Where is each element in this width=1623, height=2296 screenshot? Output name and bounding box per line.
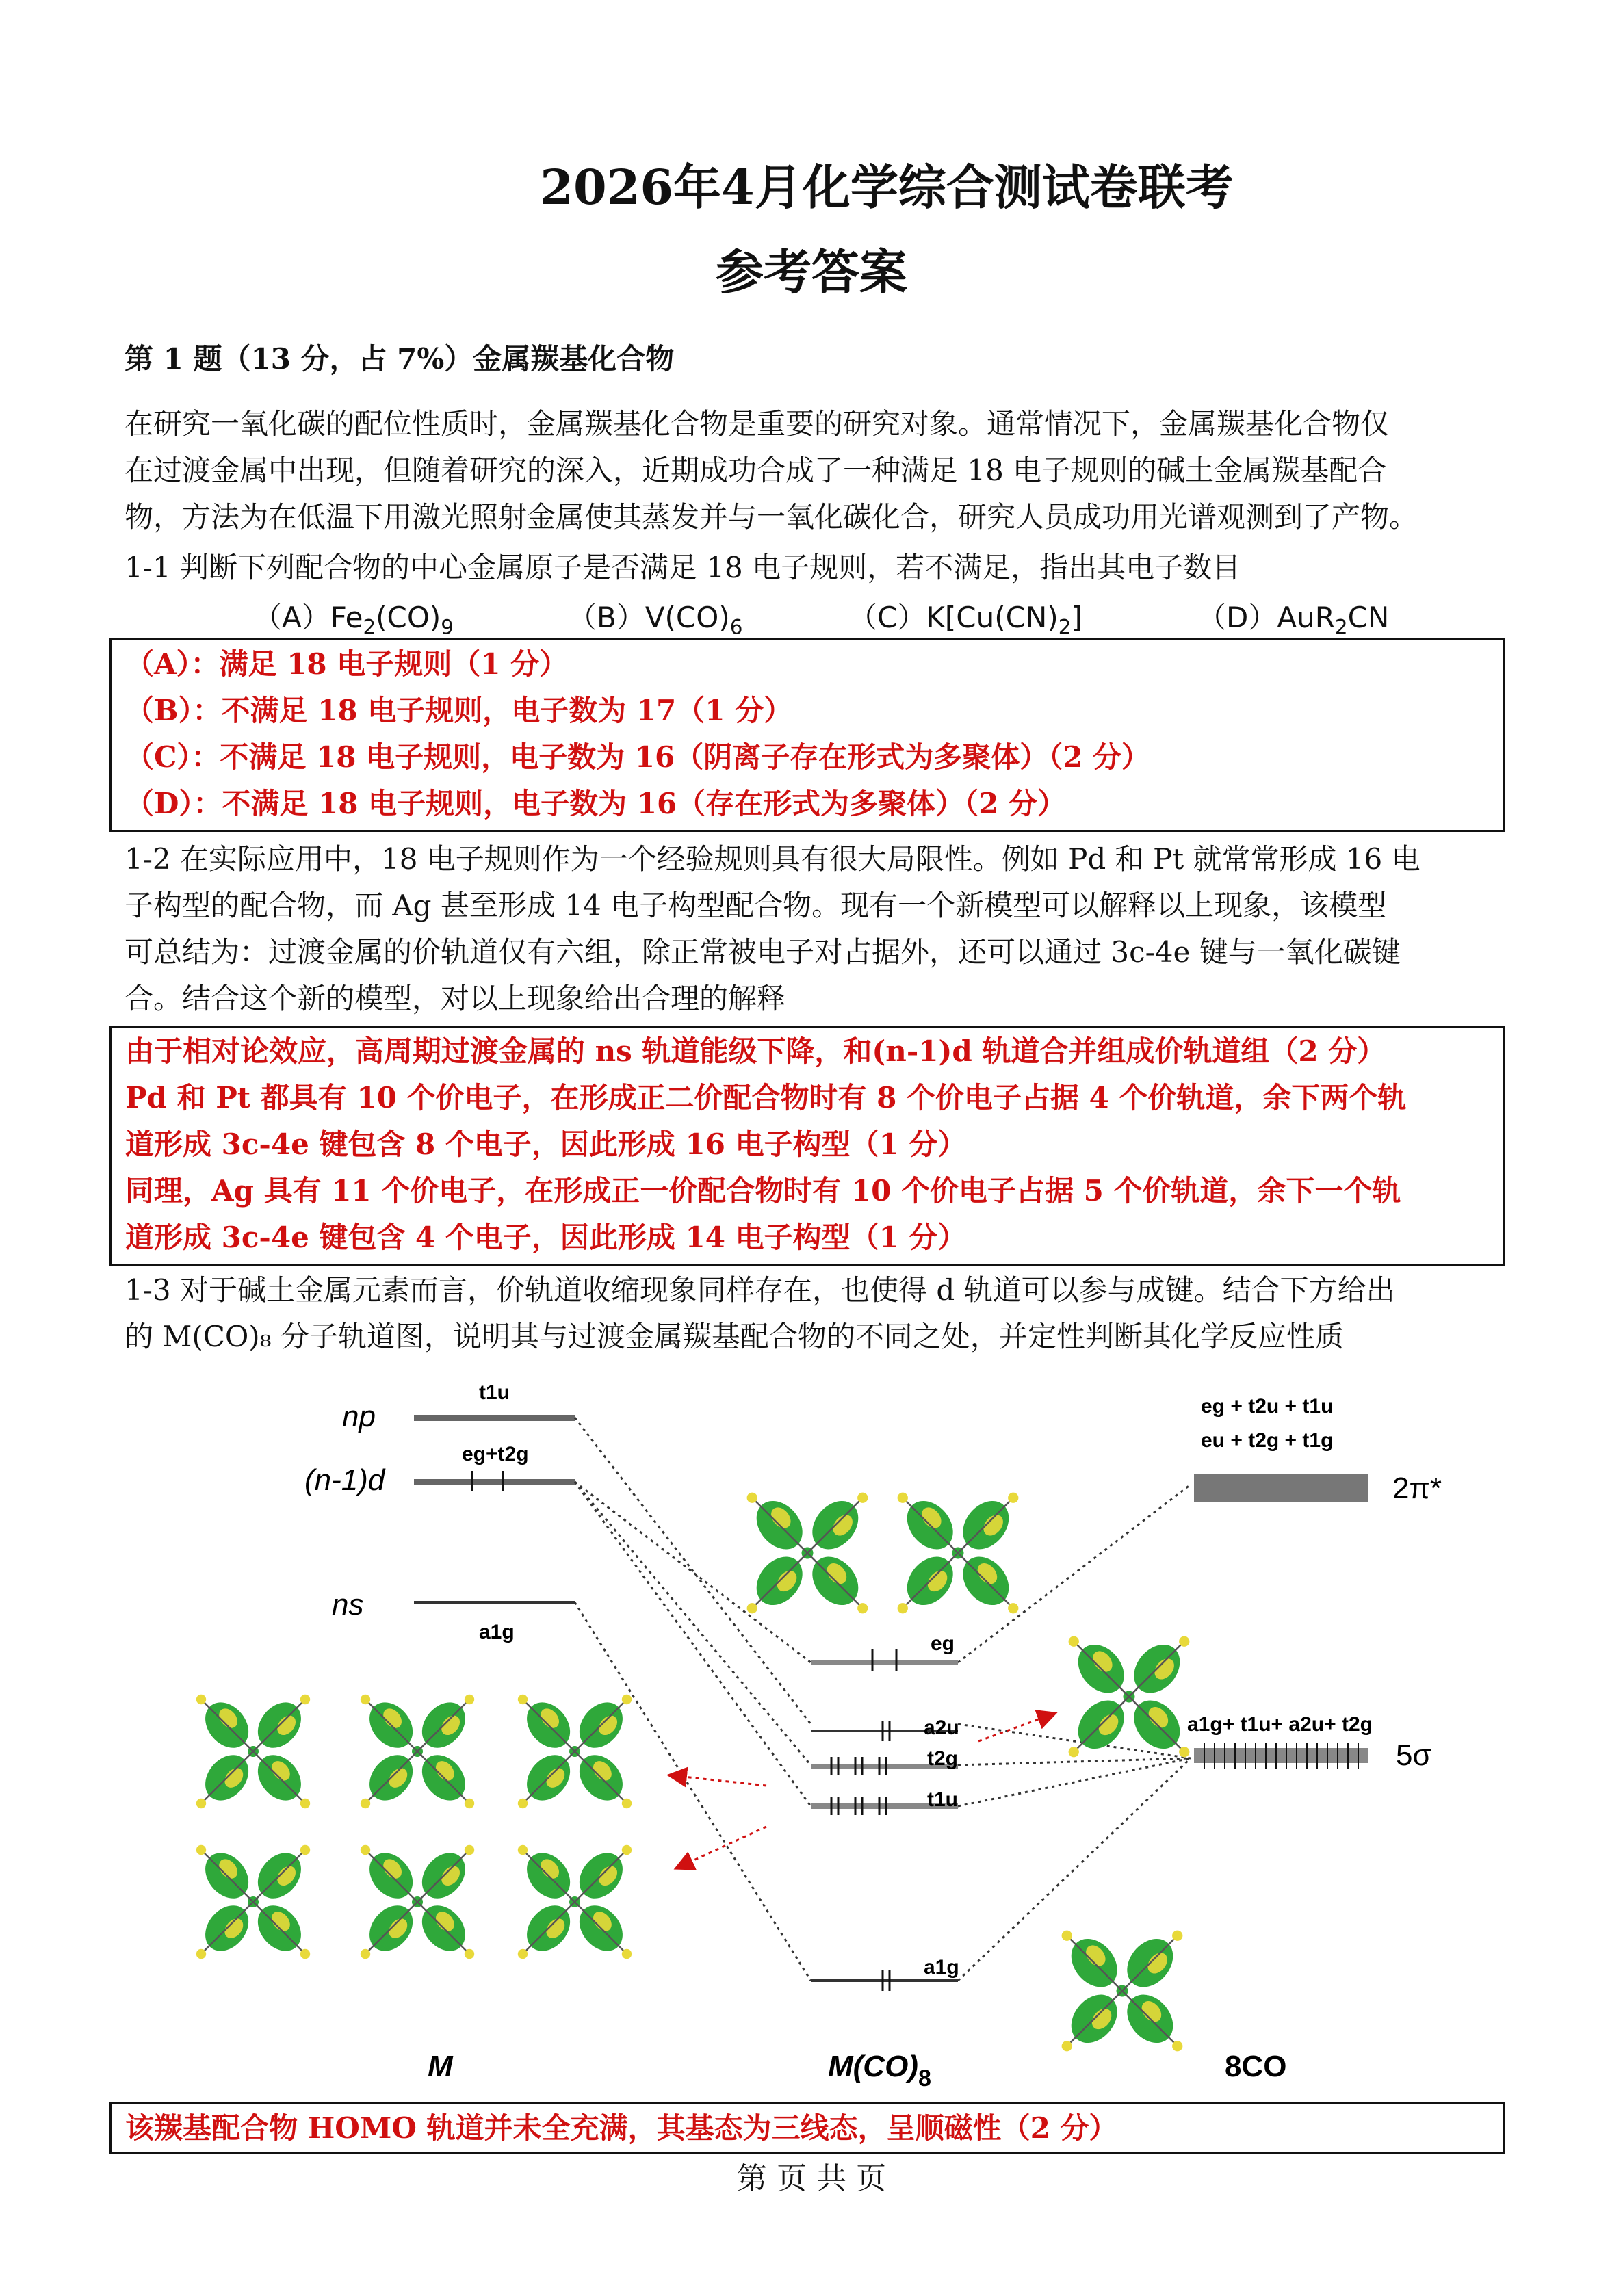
answer-line: 道形成 3c-4e 键包含 4 个电子，因此形成 14 电子构型（1 分） xyxy=(125,1221,967,1254)
answer-line: 同理，Ag 具有 11 个价电子，在形成正一价配合物时有 10 个价电子占据 5 个价轨道，余下一个轨 xyxy=(125,1174,1401,1208)
orbital-m-5 xyxy=(361,1844,474,1959)
answer-line: 道形成 3c-4e 键包含 8 个电子，因此形成 16 电子构型（1 分） xyxy=(125,1127,967,1161)
answer-line: Pd 和 Pt 都具有 10 个价电子，在形成正二价配合物时有 8 个价电子占据 4 个价轨道，余下两个轨 xyxy=(125,1081,1407,1114)
label-M: M xyxy=(428,2050,453,2083)
orbital-m-3 xyxy=(518,1694,632,1809)
question-1-1: 1-1 判断下列配合物的中心金属原子是否满足 18 电子规则，若不满足，指出其电子数目 xyxy=(125,551,1241,584)
label-eg-t2g: eg+t2g xyxy=(462,1443,529,1465)
answer-box-1-2 xyxy=(109,1026,1505,1266)
orbital-m-4 xyxy=(196,1844,310,1959)
label-2pi: 2π* xyxy=(1392,1472,1442,1505)
label-eg-mid: eg xyxy=(931,1632,955,1655)
label-2pi-line2: eu + t2g + t1g xyxy=(1201,1429,1334,1452)
q12-line: 可总结为：过渡金属的价轨道仅有六组，除正常被电子对占据外，还可以通过 3c-4e 键与一氧化碳键 xyxy=(125,935,1401,969)
answer-line: （D）：不满足 18 电子规则，电子数为 16（存在形式为多聚体）（2 分） xyxy=(125,787,1067,820)
orbital-a1g xyxy=(1062,1930,1183,2052)
answer-line: 由于相对论效应，高周期过渡金属的 ns 轨道能级下降，和(n-1)d 轨道合并组成价轨道组（2 分） xyxy=(125,1034,1386,1068)
orbital-a2u xyxy=(1069,1636,1190,1758)
label-8CO: 8CO xyxy=(1225,2050,1287,2083)
answer-line: 该羰基配合物 HOMO 轨道并未全充满，其基态为三线态，呈顺磁性（2 分） xyxy=(125,2111,1118,2145)
label-a1g-left: a1g xyxy=(479,1621,515,1643)
answer-box-1-1 xyxy=(109,638,1505,832)
page-title: 2026年4月化学综合测试卷联考 xyxy=(540,159,1234,216)
label-t1u-top: t1u xyxy=(479,1381,510,1404)
label-MCO8: $M(CO)_8$ xyxy=(828,2050,931,2091)
label-5sigma: 5σ xyxy=(1396,1738,1431,1772)
label-nd: (n-1)d xyxy=(304,1463,385,1497)
level-eg-mid xyxy=(811,1660,958,1665)
orbital-m-1 xyxy=(196,1694,310,1809)
intro-line: 物，方法为在低温下用激光照射金属使其蒸发并与一氧化碳化合，研究人员成功用光谱观测到了产物。 xyxy=(125,500,1418,534)
intro-line: 在过渡金属中出现，但随着研究的深入，近期成功合成了一种满足 18 电子规则的碱土金属羰基配合 xyxy=(125,454,1387,487)
level-nd xyxy=(414,1479,575,1485)
answer-line: （A）：满足 18 电子规则（1 分） xyxy=(125,647,569,681)
page-footer: 第 页 共 页 xyxy=(737,2161,886,2196)
question-1-2 xyxy=(125,836,1514,1022)
answer-line: （B）：不满足 18 电子规则，电子数为 17（1 分） xyxy=(125,694,793,727)
answer-line: （C）：不满足 18 电子规则，电子数为 16（阴离子存在形式为多聚体）（2 分） xyxy=(125,740,1151,774)
label-np: np xyxy=(342,1400,376,1433)
orbital-eg-1 xyxy=(747,1492,868,1615)
intro-paragraph xyxy=(125,401,1514,540)
q13-line: 的 M(CO)₈ 分子轨道图，说明其与过渡金属羰基配合物的不同之处，并定性判断其化学反应性质 xyxy=(125,1320,1344,1353)
level-np xyxy=(414,1415,575,1421)
label-t1u: t1u xyxy=(927,1788,958,1811)
q12-line: 合。结合这个新的模型，对以上现象给出合理的解释 xyxy=(125,982,786,1015)
option-c: $(C)K[Cu(CN)_2]$ xyxy=(848,601,1082,639)
question-heading: 第 1 题（13 分，占 7%）金属羰基化合物 xyxy=(125,342,675,376)
intro-line: 在研究一氧化碳的配位性质时，金属羰基化合物是重要的研究对象。通常情况下，金属羰基化合物仅 xyxy=(125,407,1390,441)
orbital-m-2 xyxy=(361,1694,474,1809)
level-5sigma xyxy=(1194,1748,1368,1763)
option-a: $(A)Fe_2(CO)_9$ xyxy=(253,601,454,639)
q12-line: 子构型的配合物，而 Ag 甚至形成 14 电子构型配合物。现有一个新模型可以解释以上现象，该模型 xyxy=(125,889,1387,922)
label-5sigma-sym: a1g+ t1u+ a2u+ t2g xyxy=(1187,1713,1373,1736)
option-d: （D）AuR$_2$CN xyxy=(1197,601,1390,639)
option-b: $(B)V(CO)_6$ xyxy=(568,601,743,639)
level-2pi-star xyxy=(1194,1474,1368,1502)
orbital-m-6 xyxy=(518,1844,632,1959)
label-a2u: a2u xyxy=(924,1717,959,1739)
q12-line: 1-2 在实际应用中，18 电子规则作为一个经验规则具有很大局限性。例如 Pd 和 Pt 就常常形成 16 电 xyxy=(125,842,1420,876)
red-arrows xyxy=(671,1714,1054,1868)
page-subtitle: 参考答案 xyxy=(716,244,907,300)
label-2pi-line1: eg + t2u + t1u xyxy=(1201,1395,1334,1418)
orbital-eg-2 xyxy=(898,1492,1019,1615)
answer-box-1-3 xyxy=(109,2102,1505,2154)
correlation-lines xyxy=(575,1418,1191,1981)
question-1-3 xyxy=(125,1267,1514,1360)
label-a1g-mid: a1g xyxy=(924,1956,959,1979)
label-ns: ns xyxy=(332,1588,364,1621)
q13-line: 1-3 对于碱土金属元素而言，价轨道收缩现象同样存在，也使得 d 轨道可以参与成键。结合下方给出 xyxy=(125,1273,1395,1307)
mo-diagram xyxy=(0,1361,1623,2100)
label-t2g: t2g xyxy=(927,1747,958,1770)
